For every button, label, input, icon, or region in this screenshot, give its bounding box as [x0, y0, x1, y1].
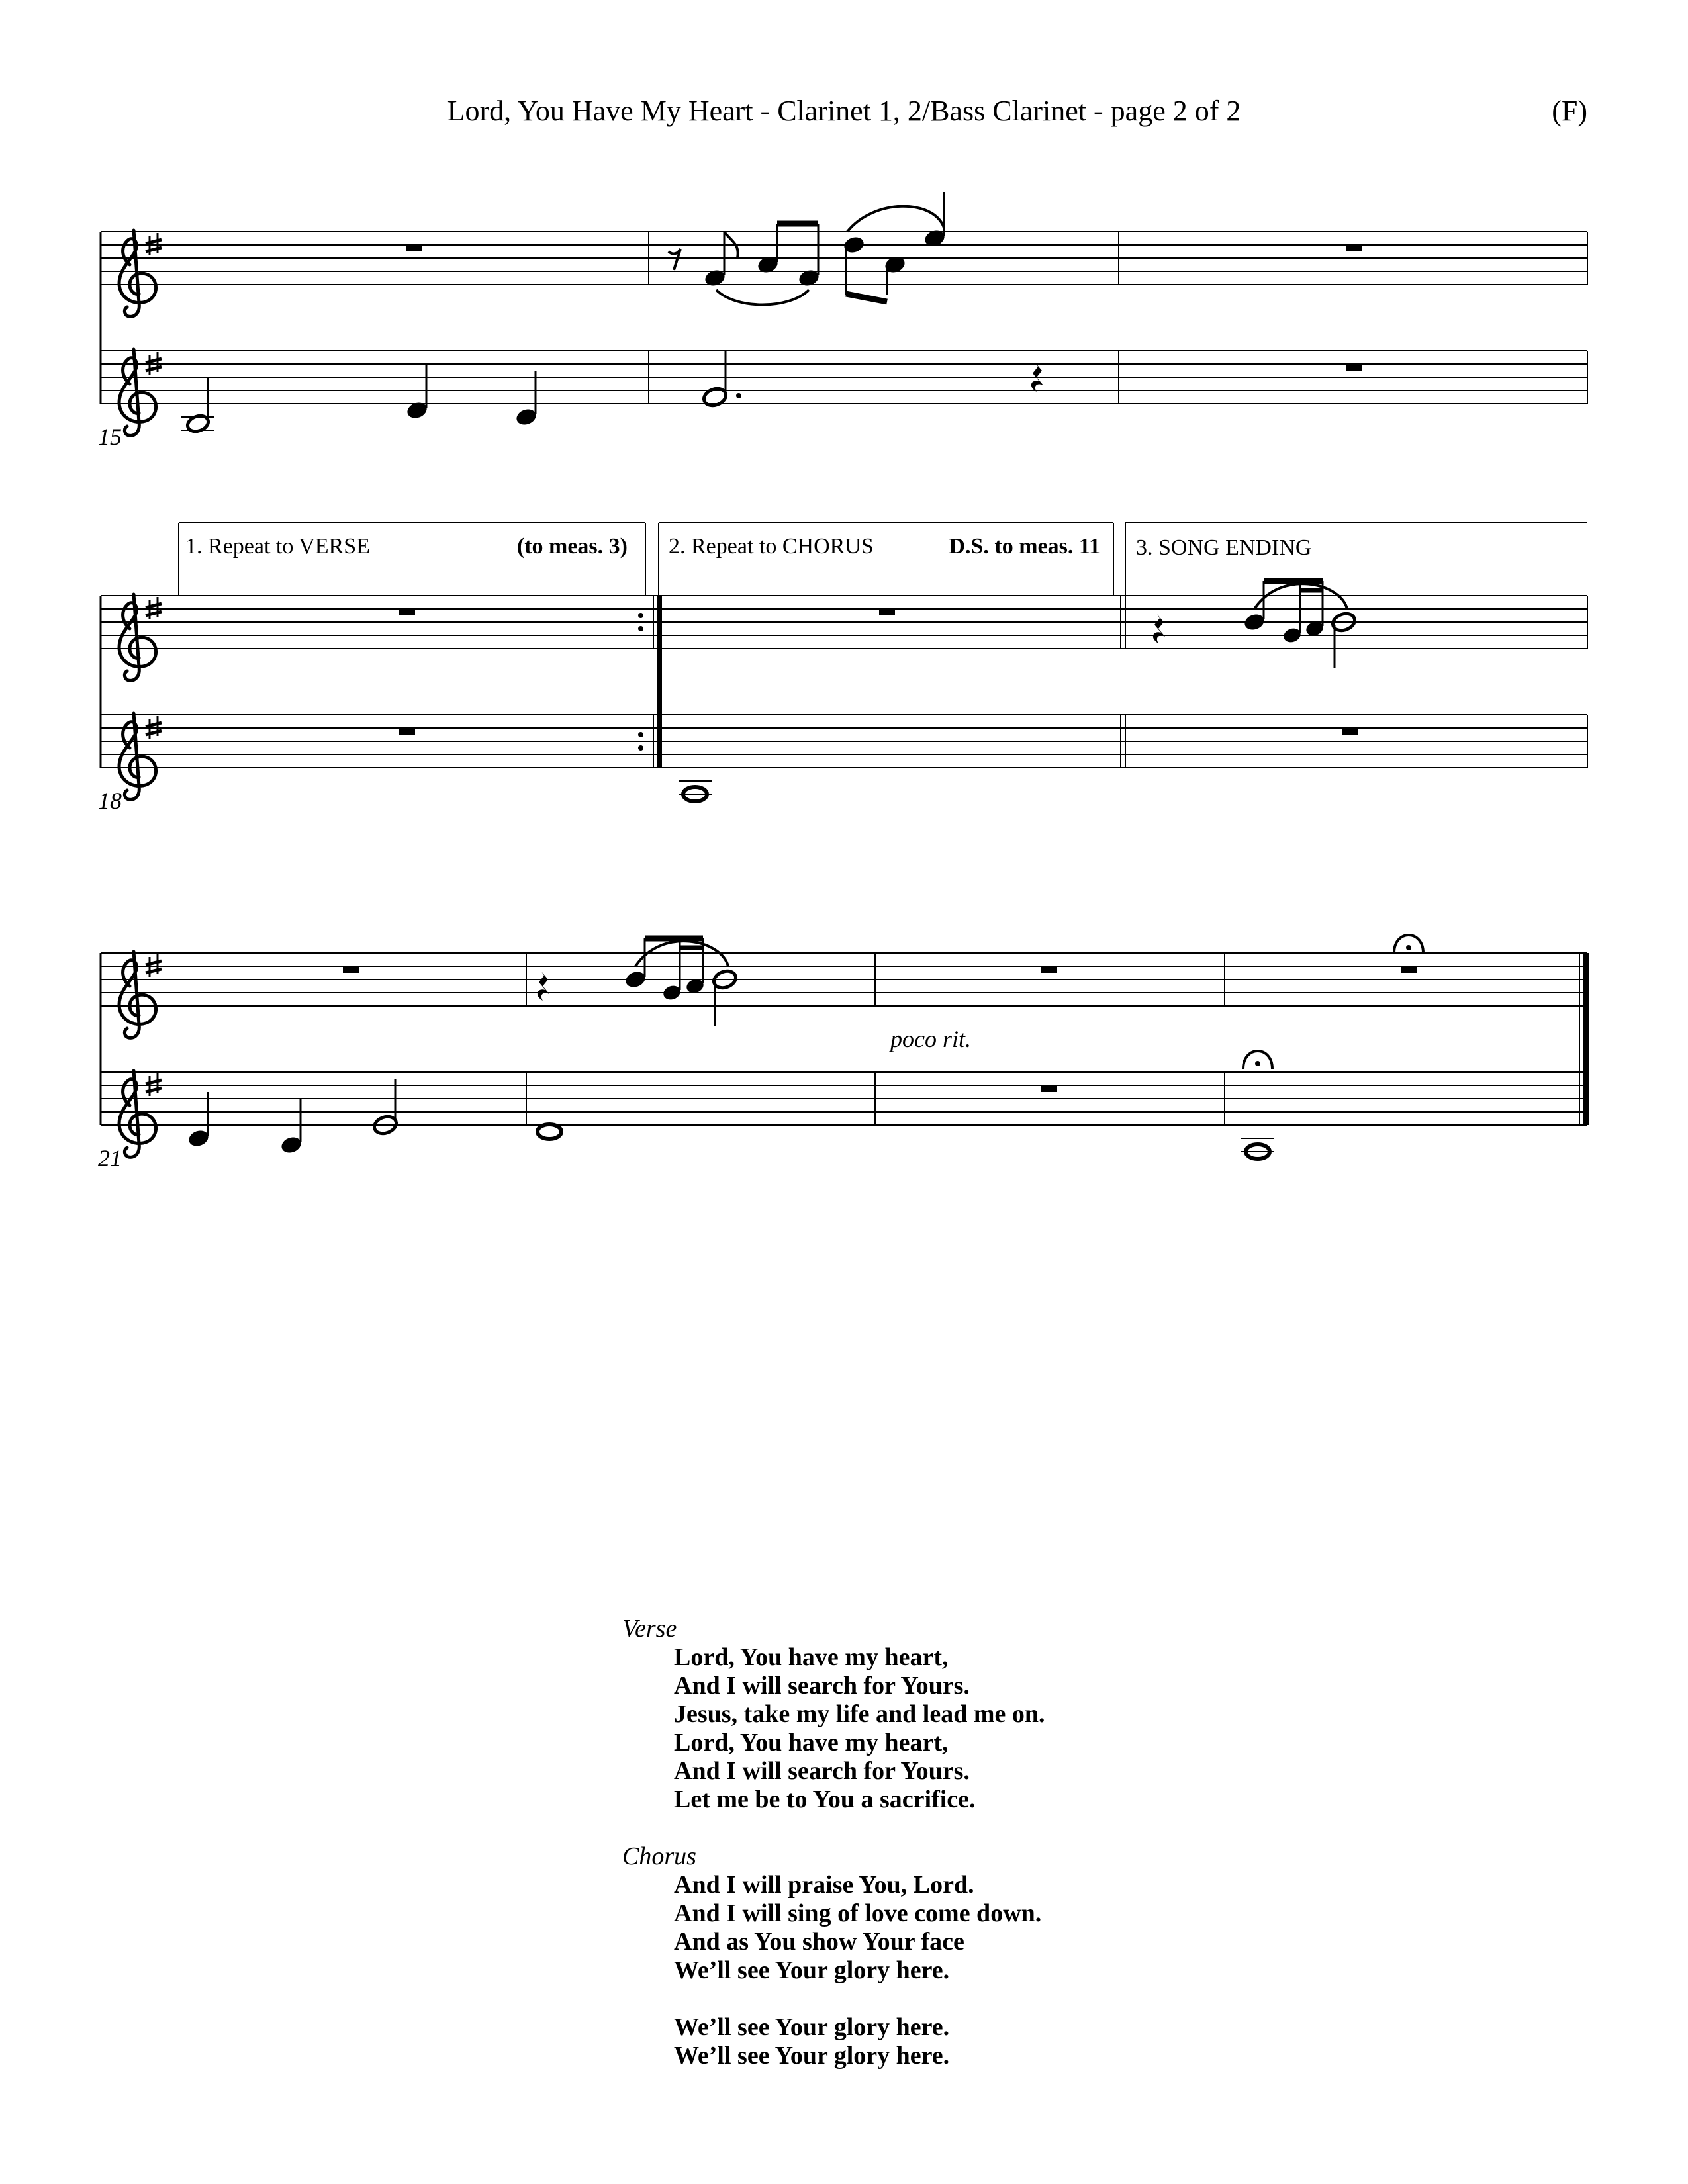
ending-3-label: 3. SONG ENDING	[1136, 535, 1312, 560]
system-3	[98, 935, 1587, 1171]
m15-lower-notes	[181, 364, 538, 434]
ending-1-note: (to meas. 3)	[516, 534, 628, 559]
verse-line: Let me be to You a sacrifice.	[674, 1786, 976, 1813]
chorus-line: And as You show Your face	[674, 1928, 964, 1956]
expression-poco-rit: poco rit.	[890, 1026, 971, 1052]
tag-line: We’ll see Your glory here.	[674, 2042, 950, 2070]
measure-number-15: 15	[98, 424, 122, 450]
page-title: Lord, You Have My Heart - Clarinet 1, 2/Bass Clarinet - page 2 of 2	[447, 95, 1241, 127]
m16-upper-notes	[669, 192, 947, 305]
chorus-line: And I will praise You, Lord.	[674, 1871, 974, 1899]
system-1	[98, 192, 1587, 450]
system-2	[98, 523, 1587, 814]
verse-line: And I will search for Yours.	[674, 1672, 970, 1700]
ending-2-note: D.S. to meas. 11	[949, 534, 1100, 559]
ending-1-label: 1. Repeat to VERSE	[185, 534, 370, 559]
measure-number-21: 21	[98, 1145, 122, 1171]
verse-line: Jesus, take my life and lead me on.	[674, 1700, 1045, 1728]
chorus-line: And I will sing of love come down.	[674, 1899, 1042, 1927]
chorus-line: We’ll see Your glory here.	[674, 1956, 950, 1984]
verse-label: Verse	[622, 1615, 677, 1643]
chorus-label: Chorus	[622, 1843, 696, 1870]
key-label: (F)	[1552, 95, 1587, 127]
tag-line: We’ll see Your glory here.	[674, 2013, 950, 2041]
verse-line: Lord, You have my heart,	[674, 1643, 949, 1671]
ending-2-label: 2. Repeat to CHORUS	[669, 534, 874, 559]
measure-number-18: 18	[98, 788, 122, 814]
verse-line: And I will search for Yours.	[674, 1757, 970, 1785]
verse-line: Lord, You have my heart,	[674, 1729, 949, 1756]
lyrics-block	[622, 1615, 1045, 2070]
